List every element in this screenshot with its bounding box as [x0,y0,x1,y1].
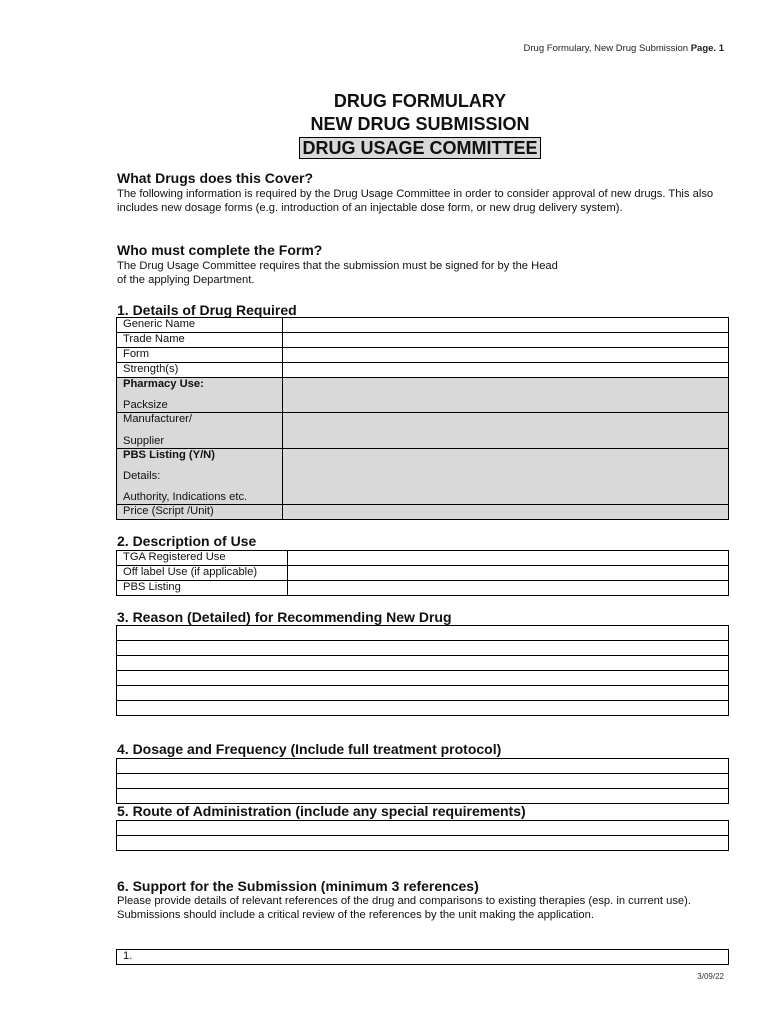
off-label-use-label: Off label Use (if applicable) [117,566,288,581]
section-6-text: Please provide details of relevant references of the drug and comparisons to existing therapies (esp. in current use). Submissions should include a critical review of the references by the unit making the application. [117,895,691,921]
table-row [117,413,729,449]
table-row [117,378,729,413]
reason-line[interactable] [117,656,729,671]
price-field[interactable] [283,505,729,520]
table-row [117,821,729,836]
reason-line[interactable] [117,701,729,716]
dosage-lines-table [116,758,729,804]
who-text-line-1: The Drug Usage Committee requires that the submission must be signed for by the Head [117,260,558,272]
drug-details-table [116,317,729,520]
title-drug-usage-committee: DRUG USAGE COMMITTEE [299,137,540,159]
dosage-line[interactable] [117,789,729,804]
cover-text: The following information is required by the Drug Usage Committee in order to consider approval of new drugs. This also includes new dosage forms (e.g. introduction of an injectable dose form, or new drug delivery system). [117,188,714,214]
description-of-use-table [116,550,729,596]
strength-field[interactable] [283,363,729,378]
table-row [117,581,729,596]
pbs-listing-field[interactable] [283,449,729,505]
table-row [117,789,729,804]
pbs-listing-cell [117,449,283,505]
details-label: Details: [123,469,161,482]
table-row [117,551,729,566]
who-text-line-2: of the applying Department. [117,274,255,286]
table-row [117,318,729,333]
generic-name-label: Generic Name [117,318,283,333]
route-line[interactable] [117,836,729,851]
price-label: Price (Script /Unit) [117,505,283,520]
table-row [117,759,729,774]
title-new-drug-submission: NEW DRUG SUBMISSION [310,114,530,134]
table-row [117,641,729,656]
who-heading: Who must complete the Form? [117,242,323,258]
pharmacy-use-label: Pharmacy Use: [123,378,204,390]
tga-registered-use-field[interactable] [288,551,729,566]
table-row [117,686,729,701]
reason-line[interactable] [117,686,729,701]
table-row [117,836,729,851]
strength-label: Strength(s) [117,363,283,378]
pbs-listing-use-label: PBS Listing [117,581,288,596]
section-2-heading: 2. Description of Use [117,533,257,549]
table-row [117,348,729,363]
authority-label: Authority, Indications etc. [123,490,248,503]
table-row [117,701,729,716]
reason-line[interactable] [117,641,729,656]
generic-name-field[interactable] [283,318,729,333]
table-row [117,950,729,965]
title-drug-formulary: DRUG FORMULARY [333,91,507,111]
table-row [117,656,729,671]
packsize-field[interactable] [283,378,729,413]
table-row [117,333,729,348]
cover-heading: What Drugs does this Cover? [117,170,314,186]
supplier-label: Supplier [123,434,165,447]
section-4-heading: 4. Dosage and Frequency (Include full treatment protocol) [117,741,502,757]
page-header [524,43,724,54]
section-5-heading: 5. Route of Administration (include any special requirements) [117,803,526,819]
document-title-block [0,90,770,160]
section-6-heading: 6. Support for the Submission (minimum 3 references) [117,878,479,894]
table-row [117,626,729,641]
off-label-use-field[interactable] [288,566,729,581]
reason-line[interactable] [117,626,729,641]
table-row [117,505,729,520]
section-3-heading: 3. Reason (Detailed) for Recommending New Drug [117,609,452,625]
table-row [117,671,729,686]
pbs-listing-label: PBS Listing (Y/N) [123,449,215,461]
trade-name-label: Trade Name [117,333,283,348]
reference-1-field[interactable]: 1. [117,950,729,965]
manufacturer-label: Manufacturer/ [123,413,193,425]
table-row [117,363,729,378]
reason-line[interactable] [117,671,729,686]
footer-date: 3/09/22 [697,972,724,981]
route-lines-table [116,820,729,851]
table-row [117,449,729,505]
reason-lines-table [116,625,729,716]
tga-registered-use-label: TGA Registered Use [117,551,288,566]
who-text [117,259,722,287]
dosage-line[interactable] [117,774,729,789]
pbs-listing-use-field[interactable] [288,581,729,596]
form-field[interactable] [283,348,729,363]
section-1-heading: 1. Details of Drug Required [117,302,297,318]
route-line[interactable] [117,821,729,836]
header-text: Drug Formulary, New Drug Submission [523,43,689,54]
references-table [116,949,729,965]
manufacturer-cell [117,413,283,449]
packsize-label: Packsize [123,398,168,411]
table-row [117,774,729,789]
page-number: Page. 1 [690,43,724,54]
table-row [117,566,729,581]
pharmacy-use-cell [117,378,283,413]
form-label: Form [117,348,283,363]
dosage-line[interactable] [117,759,729,774]
trade-name-field[interactable] [283,333,729,348]
manufacturer-field[interactable] [283,413,729,449]
